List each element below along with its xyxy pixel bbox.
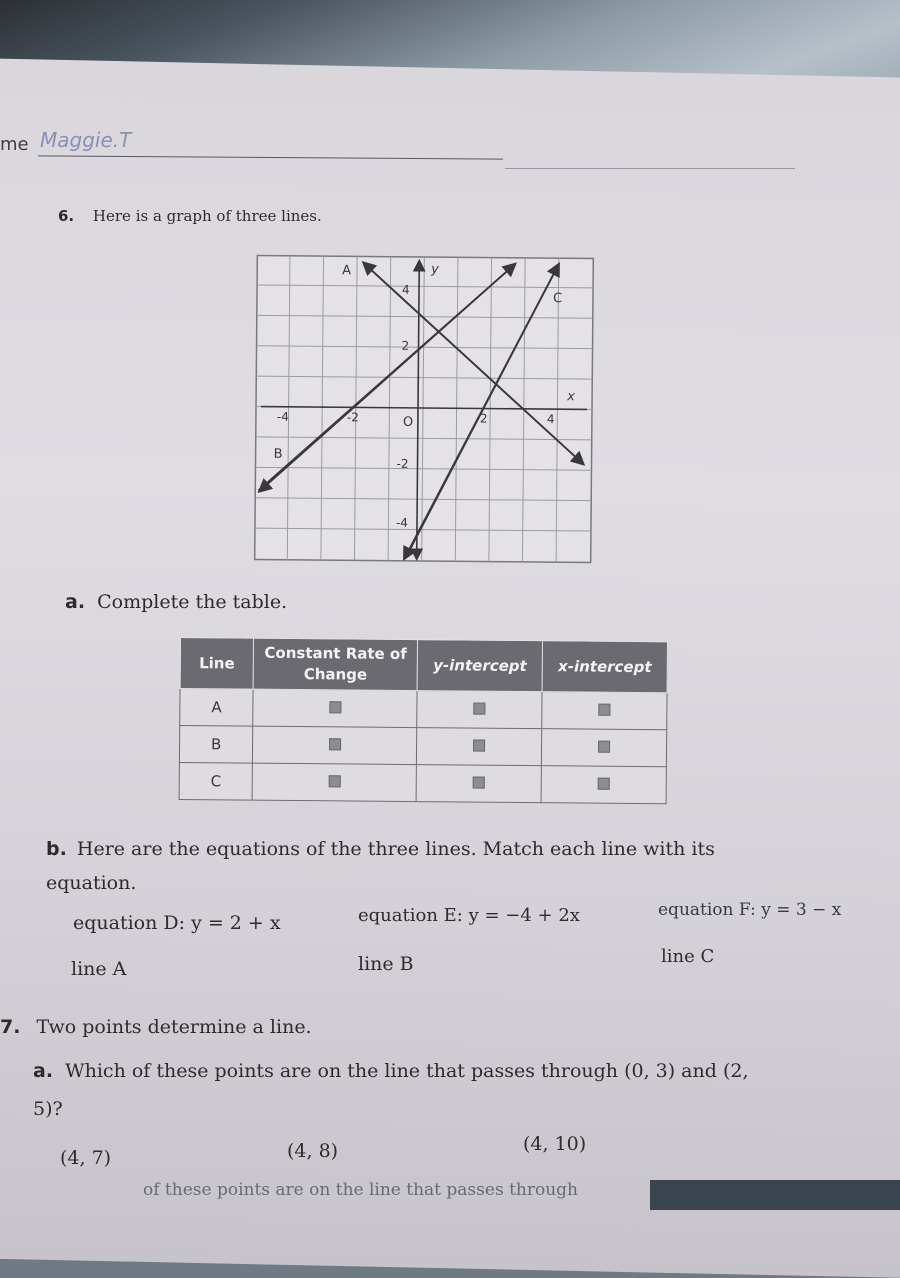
question-7a-text: Which of these points are on the line that passes through (0, 3) and (2, 5)? [33,1060,749,1120]
row-label-a: A [180,689,254,727]
question-7-part-a [33,1052,753,1128]
x-tick-neg2: -2 [347,410,359,424]
question-7a-letter: a. [33,1060,53,1082]
x-tick-neg4: -4 [277,410,289,424]
background-table [650,1180,900,1210]
row-label-c: C [179,762,253,800]
x-tick-4: 4 [547,412,555,426]
name-label: me [0,134,29,155]
question-6-number: 6. [58,207,74,225]
answer-box-xint-c[interactable] [541,766,666,804]
origin-label: O [403,415,413,430]
answer-box-yint-b[interactable] [417,728,542,766]
answer-line-a[interactable]: line A [71,958,126,980]
y-tick-2: 2 [401,339,409,353]
question-6-prompt: Here is a graph of three lines. [93,207,322,225]
answer-box-yint-c[interactable] [416,765,541,803]
equation-d: equation D: y = 2 + x [73,912,281,934]
equation-f: equation F: y = 3 − x [658,900,841,920]
rate-table [179,637,668,804]
option-point-1[interactable]: (4, 7) [60,1147,111,1169]
table-header-rate: Constant Rate of Change [253,638,417,690]
x-axis-label: x [566,389,575,404]
question-7-number: 7. [0,1016,20,1038]
answer-box-rate-a[interactable] [253,689,417,727]
line-label-a: A [342,263,351,278]
answer-line-b[interactable]: line B [358,953,414,975]
line-label-c: C [553,291,562,306]
line-label-b: B [274,447,283,462]
part-a-text: Complete the table. [97,591,287,613]
graph-svg [254,255,595,564]
table-header-row [180,638,667,693]
y-tick-4: 4 [402,283,410,297]
answer-box-xint-a[interactable] [542,692,667,730]
table-row [179,726,666,767]
answer-box-yint-a[interactable] [417,691,542,729]
part-b [46,832,726,900]
table-row [179,762,666,803]
table-header-x-intercept: x-intercept [542,641,667,693]
coordinate-graph [254,255,595,564]
y-tick-neg4: -4 [396,516,408,530]
table-header-y-intercept: y-intercept [417,640,542,692]
question-7 [0,1016,312,1038]
student-name: Maggie.T [40,128,131,152]
part-b-text: Here are the equations of the three lines. Match each line with its equation. [46,838,715,894]
part-b-letter: b. [46,838,67,860]
date-underline [505,168,795,169]
x-tick-2: 2 [480,411,488,425]
table-row [180,689,667,730]
y-axis-label: y [430,262,439,277]
answer-line-c[interactable]: line C [661,946,714,967]
y-tick-neg2: -2 [396,457,408,471]
option-point-2[interactable]: (4, 8) [287,1140,338,1162]
equation-e: equation E: y = −4 + 2x [358,905,580,926]
part-a-letter: a. [65,591,85,613]
option-point-3[interactable]: (4, 10) [523,1133,586,1155]
answer-box-xint-b[interactable] [542,729,667,767]
answer-box-rate-c[interactable] [252,763,416,801]
table-header-line: Line [180,638,254,690]
question-6 [58,207,322,225]
answer-box-rate-b[interactable] [253,726,417,764]
cutoff-text: of these points are on the line that passes through [143,1180,578,1200]
question-7-text: Two points determine a line. [37,1016,312,1038]
part-a [65,591,287,613]
row-label-b: B [179,726,253,764]
